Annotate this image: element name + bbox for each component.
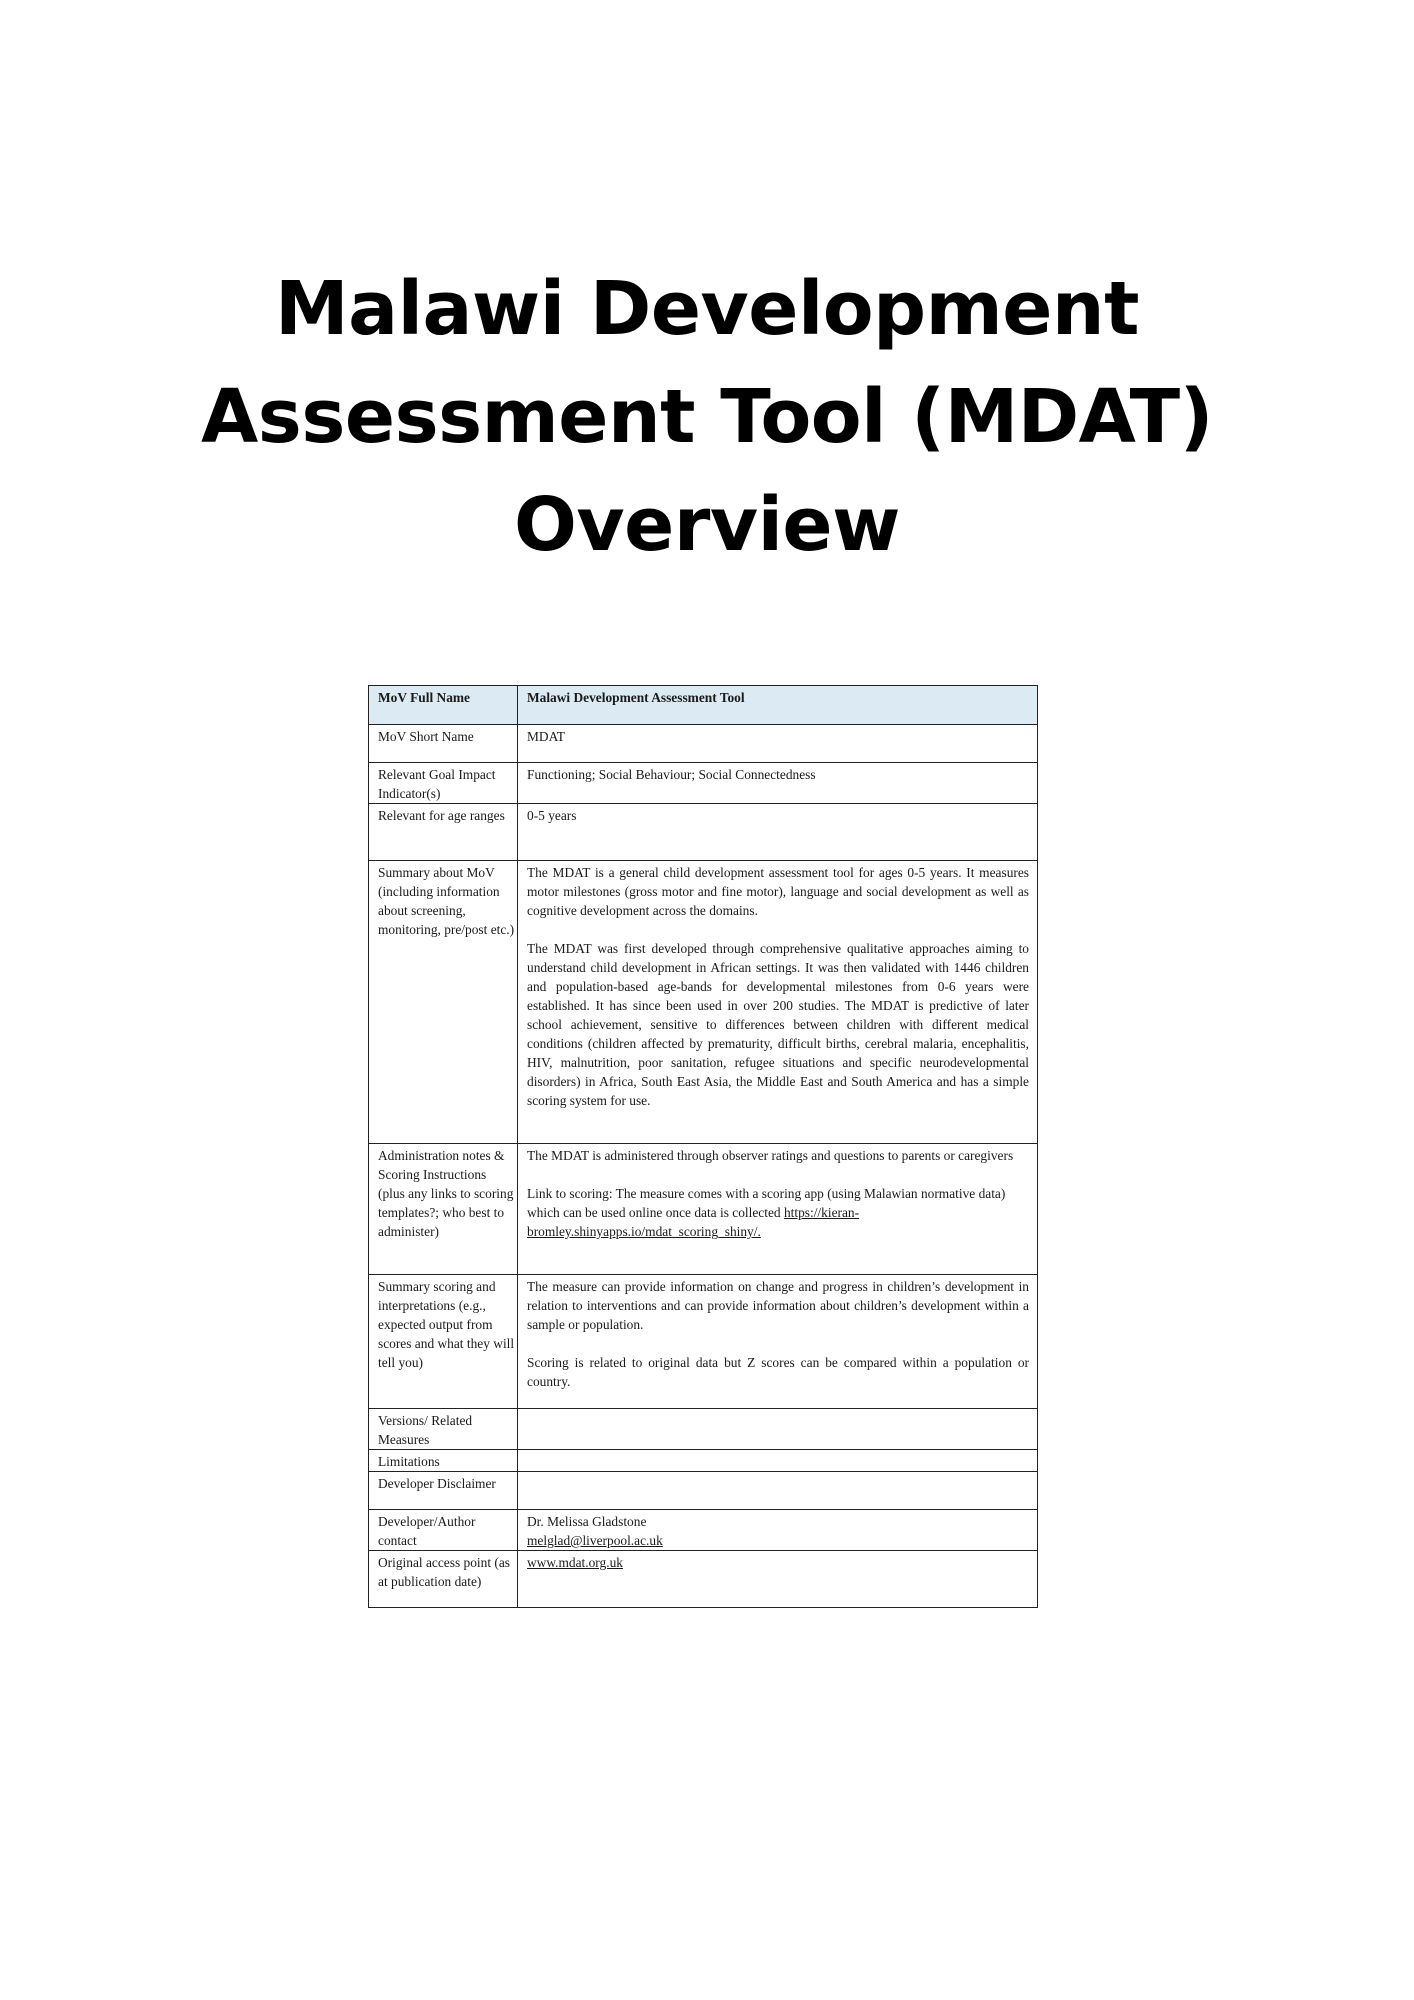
row-label: Developer/Author contact (369, 1510, 518, 1551)
table-row-short-name (369, 725, 1038, 763)
admin-paragraph-1: The MDAT is administered through observer ratings and questions to parents or caregivers (527, 1148, 1014, 1163)
scoring-app-link[interactable]: https://kieran-bromley.shinyapps.io/mdat_scoring_shiny/. (527, 1205, 860, 1239)
row-value: MDAT (518, 725, 1038, 763)
scoring-paragraph-2: Scoring is related to original data but Z scores can be compared within a population or country. (527, 1355, 1029, 1389)
row-label: Relevant for age ranges (369, 804, 518, 861)
admin-text: Link to scoring: The measure comes with a scoring app (using Malawian normative data) which can be used online once data is collected (527, 1186, 1006, 1220)
table-row-disclaimer (369, 1472, 1038, 1510)
table-row-full-name (369, 686, 1038, 725)
access-point-link[interactable]: www.mdat.org.uk (527, 1555, 623, 1570)
summary-paragraph-1: The MDAT is a general child development assessment tool for ages 0-5 years. It measures motor milestones (gross motor and fine motor), language and social development as well as cognitive development across the domains. (527, 865, 1029, 918)
row-label: Developer Disclaimer (369, 1472, 518, 1510)
row-value (518, 1144, 1038, 1275)
row-label: Limitations (369, 1450, 518, 1472)
admin-paragraph-2 (527, 1184, 1029, 1241)
scoring-paragraph-1: The measure can provide information on change and progress in children’s development in relation to interventions and can provide information about children’s development within a sample or population. (527, 1279, 1029, 1332)
table-row-contact (369, 1510, 1038, 1551)
row-label: Summary scoring and interpretations (e.g., expected output from scores and what they will tell you) (369, 1275, 518, 1409)
row-value (518, 1450, 1038, 1472)
table-row-scoring-summary (369, 1275, 1038, 1409)
row-label: MoV Short Name (369, 725, 518, 763)
row-label: Relevant Goal Impact Indicator(s) (369, 763, 518, 804)
row-value: Functioning; Social Behaviour; Social Connectedness (518, 763, 1038, 804)
row-value (518, 1472, 1038, 1510)
title-line-3: Overview (514, 482, 900, 568)
table-row-versions (369, 1409, 1038, 1450)
table-row-summary (369, 861, 1038, 1144)
row-value: Malawi Development Assessment Tool (518, 686, 1038, 725)
row-value (518, 1409, 1038, 1450)
table-row-age-ranges (369, 804, 1038, 861)
mov-table (368, 685, 1038, 1608)
contact-name: Dr. Melissa Gladstone (527, 1514, 647, 1529)
row-label: Versions/ Related Measures (369, 1409, 518, 1450)
title-line-2: Assessment Tool (MDAT) (201, 374, 1213, 460)
page-title (0, 255, 1414, 579)
row-value (518, 1551, 1038, 1608)
contact-email-link[interactable]: melglad@liverpool.ac.uk (527, 1533, 663, 1548)
row-label: MoV Full Name (369, 686, 518, 725)
row-value (518, 1275, 1038, 1409)
table-row-administration (369, 1144, 1038, 1275)
row-value: 0-5 years (518, 804, 1038, 861)
row-label: Original access point (as at publication date) (369, 1551, 518, 1608)
title-line-1: Malawi Development (275, 266, 1139, 352)
table-row-access-point (369, 1551, 1038, 1608)
row-value (518, 861, 1038, 1144)
summary-paragraph-2: The MDAT was first developed through comprehensive qualitative approaches aiming to understand child development in African settings. It was then validated with 1446 children and population-based age-bands for developmental milestones from 0-6 years were established. It has since been used in over 200 studies. The MDAT is predictive of later school achievement, sensitive to differences between children with different medical conditions (children affected by prematurity, difficult births, cerebral malaria, encephalitis, HIV, malnutrition, poor sanitation, refugee situations and specific neurodevelopmental disorders) in Africa, South East Asia, the Middle East and South America and has a simple scoring system for use. (527, 941, 1029, 1108)
table-row-goal-indicators (369, 763, 1038, 804)
row-value (518, 1510, 1038, 1551)
row-label: Summary about MoV (including information about screening, monitoring, pre/post etc.) (369, 861, 518, 1144)
table-row-limitations (369, 1450, 1038, 1472)
row-label: Administration notes & Scoring Instructions (plus any links to scoring templates?; who best to administer) (369, 1144, 518, 1275)
